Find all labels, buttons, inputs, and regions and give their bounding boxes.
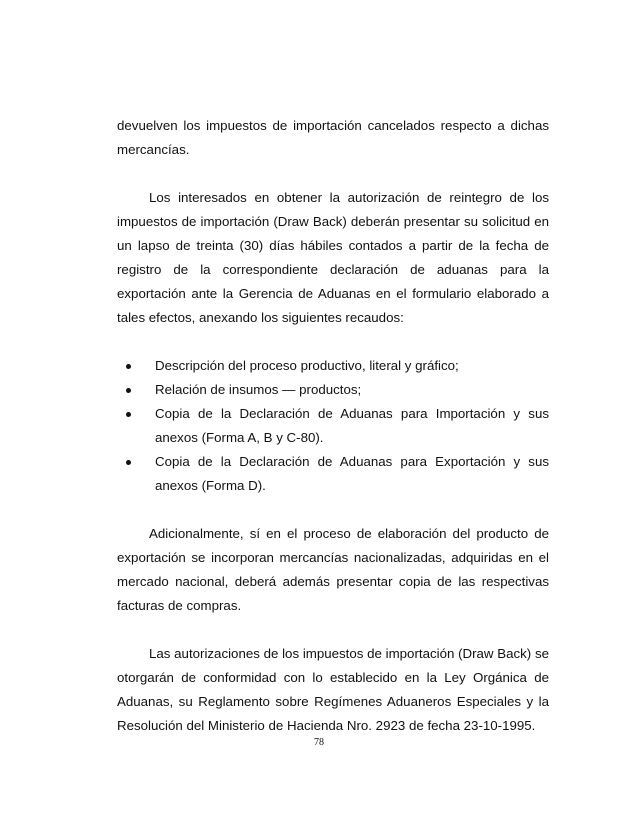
list-item-text: Copia de la Declaración de Aduanas para Importación y sus anexos (Forma A, B y C-80).	[155, 406, 549, 445]
bullet-icon	[126, 412, 131, 417]
list-item-text: Descripción del proceso productivo, literal y gráfico;	[155, 358, 459, 373]
bullet-icon	[126, 388, 131, 393]
paragraph-gap	[117, 162, 549, 186]
list-item	[117, 402, 549, 450]
list-item	[117, 450, 549, 498]
page-number: 78	[314, 737, 324, 748]
list-item-text: Relación de insumos — productos;	[155, 382, 362, 397]
list-item	[117, 378, 549, 402]
list-item-text: Copia de la Declaración de Aduanas para Exportación y sus anexos (Forma D).	[155, 454, 549, 493]
paragraph-authorizations: Las autorizaciones de los impuestos de importación (Draw Back) se otorgarán de conformidad con lo establecido en la Ley Orgánica de Aduanas, su Reglamento sobre Regímenes Aduaneros Especiales y la Resolución del Ministerio de Hacienda Nro. 2923 de fecha 23-10-1995.	[117, 646, 549, 733]
paragraph-gap	[117, 330, 549, 354]
requirements-list	[117, 354, 549, 498]
paragraph-nationalized-goods: Adicionalmente, sí en el proceso de elaboración del producto de exportación se incorporan mercancías nacionalizadas, adquiridas en el mercado nacional, deberá además presentar copia de las respectivas facturas de compras.	[117, 526, 549, 613]
page-body	[117, 114, 549, 738]
bullet-icon	[126, 460, 131, 465]
list-item	[117, 354, 549, 378]
paragraph-gap	[117, 618, 549, 642]
paragraph-requirements-intro: Los interesados en obtener la autorización de reintegro de los impuestos de importación (Draw Back) deberán presentar su solicitud en un lapso de treinta (30) días hábiles contados a partir de la fecha de registro de la correspondiente declaración de aduanas para la exportación ante la Gerencia de Aduanas en el formulario elaborado a tales efectos, anexando los siguientes recaudos:	[117, 190, 549, 325]
paragraph-continuation: devuelven los impuestos de importación cancelados respecto a dichas mercancías.	[117, 118, 549, 157]
bullet-icon	[126, 364, 131, 369]
paragraph-gap	[117, 498, 549, 522]
